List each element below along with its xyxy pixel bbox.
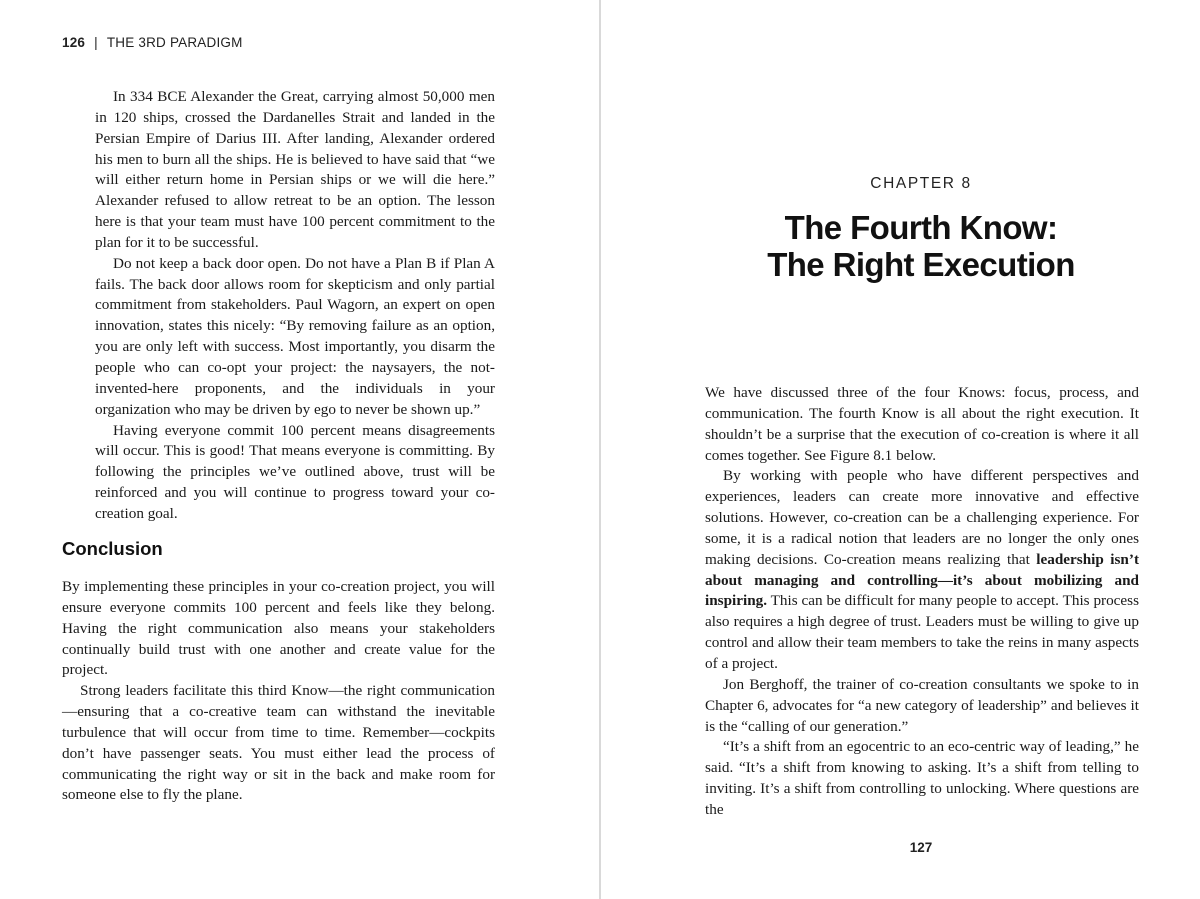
paragraph: Having everyone commit 100 percent means disagreements will occur. This is good! That means everyone is committing. By following the principles we’ve outlined above, trust will be reinforced and you will continue to progress toward your co-creation goal. <box>95 421 495 522</box>
paragraph: “It’s a shift from an egocentric to an eco-centric way of leading,” he said. “It’s a shift from knowing to asking. It’s a shift from telling to inviting. It’s a shift from controlling to unlocking. Where questions are the <box>705 738 1139 818</box>
chapter-title <box>601 209 1200 283</box>
bold-emphasis: leadership isn’t about managing and controlling—it’s about mobilizing and inspiring. <box>705 550 1139 610</box>
paragraph: In 334 BCE Alexander the Great, carrying almost 50,000 men in 120 ships, crossed the Dardanelles Strait and landed in the Persian Empire of Darius III. After landing, Alexander ordered his men to burn all the ships. He is believed to have said that “we will either return home in Persian ships or we will die here.” Alexander refused to allow retreat to be an option. The lesson here is that your team must have 100 percent commitment to the plan for it to be successful. <box>95 88 495 251</box>
paragraph-text: This can be difficult for many people to accept. This process also requires a high degree of trust. Leaders must be willing to give up control and allow their team members to take the reins in many aspects of a project. <box>705 592 1139 672</box>
running-head-separator: | <box>94 35 98 50</box>
paragraph <box>705 466 1139 674</box>
right-body <box>705 383 1139 821</box>
paragraph: Jon Berghoff, the trainer of co-creation consultants we spoke to in Chapter 6, advocates for “a new category of leadership” and believes it is the “calling of our generation.” <box>705 675 1139 735</box>
paragraph-text: By working with people who have different perspectives and experiences, leaders can create more innovative and effective solutions. However, co-creation can be a challenging experience. For some, it is a radical notion that leaders are no longer the only ones making decisions. Co-creation means realizing that <box>705 467 1139 568</box>
chapter-title-line: The Fourth Know: <box>784 209 1058 246</box>
left-page <box>0 0 599 899</box>
left-body-top <box>95 87 495 525</box>
chapter-label: CHAPTER 8 <box>870 175 972 192</box>
paragraph: Do not keep a back door open. Do not have a Plan B if Plan A fails. The back door allows room for skepticism and only partial commitment from stakeholders. Paul Wagorn, an expert on open innovation, states this nicely: “By removing failure as an option, you are only left with success. Most importantly, you disarm the people who can co-opt your project: the naysayers, the not-invented-here proponents, and the individuals in your organization who may be driven by ego to never be shown up.” <box>95 254 495 418</box>
left-body-bottom <box>62 577 495 806</box>
running-head <box>62 35 243 50</box>
paragraph: Strong leaders facilitate this third Know—the right communication—ensuring that a co-creative team can withstand the inevitable turbulence that will occur from time to time. Remember—cockpits don’t have passenger seats. You must either lead the process of communicating the right way or sit in the back and make room for someone else to fly the plane. <box>62 682 495 804</box>
left-page-number: 126 <box>62 35 86 50</box>
right-page <box>601 0 1200 899</box>
paragraph: We have discussed three of the four Knows: focus, process, and communication. The fourth Know is all about the right execution. It shouldn’t be a surprise that the execution of co-creation is where it all comes together. See Figure 8.1 below. <box>705 384 1139 464</box>
section-heading: Conclusion <box>62 538 163 559</box>
book-title: THE 3RD PARADIGM <box>106 35 243 50</box>
chapter-title-line: The Right Execution <box>767 246 1075 283</box>
right-page-number: 127 <box>909 840 933 855</box>
paragraph: By implementing these principles in your co-creation project, you will ensure everyone commits 100 percent and feels like they belong. Having the right communication also means your stakeholders continually build trust with one another and create value for the project. <box>62 578 495 679</box>
